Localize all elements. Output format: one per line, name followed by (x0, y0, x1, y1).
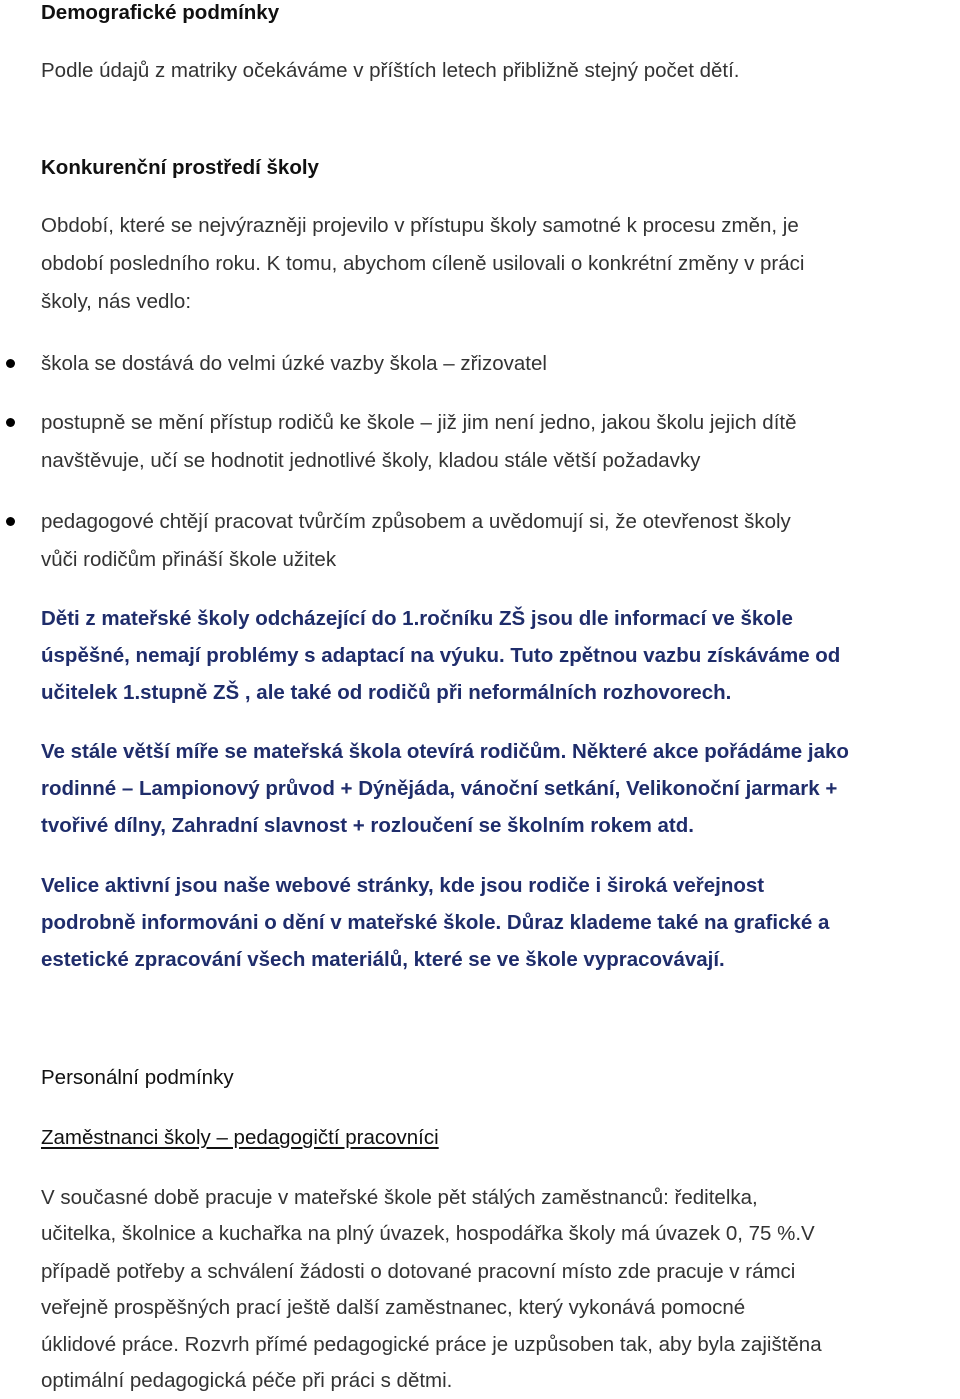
list-item-text: škola se dostává do velmi úzké vazby škola – zřizovatel (41, 352, 547, 375)
bold-paragraph-line: tvořivé dílny, Zahradní slavnost + rozloučení se školním rokem atd. (41, 814, 694, 837)
bullet-dot (6, 418, 15, 427)
bold-paragraph-line: úspěšné, nemají problémy s adaptací na výuku. Tuto zpětnou vazbu získáváme od (41, 644, 841, 667)
bullet-dot (6, 517, 15, 526)
list-item-text: navštěvuje, učí se hodnotit jednotlivé školy, kladou stále větší požadavky (41, 449, 701, 472)
list-item-text: pedagogové chtějí pracovat tvůrčím způsobem a uvědomují si, že otevřenost školy (41, 510, 791, 533)
personnel-text-line: optimální pedagogická péče při práci s dětmi. (41, 1369, 453, 1392)
bold-paragraph-line: Děti z mateřské školy odcházející do 1.ročníku ZŠ jsou dle informací ve škole (41, 607, 793, 630)
bold-paragraph-line: podrobně informováni o dění v mateřské škole. Důraz klademe také na grafické a (41, 911, 830, 934)
bold-paragraph-line: Velice aktivní jsou naše webové stránky, kde jsou rodiče i široká veřejnost (41, 874, 765, 897)
personnel-text-line: úklidové práce. Rozvrh přímé pedagogické práce je uzpůsoben tak, aby byla zajištěna (41, 1333, 822, 1356)
demographic-text: Podle údajů z matriky očekáváme v příštích letech přibližně stejný počet dětí. (41, 59, 740, 82)
personnel-text-line: V současné době pracuje v mateřské škole pět stálých zaměstnanců: ředitelka, (41, 1186, 758, 1209)
subheading-staff: Zaměstnanci školy – pedagogičtí pracovníci (41, 1126, 439, 1149)
bold-paragraph-line: estetické zpracování všech materiálů, které se ve škole vypracovávají. (41, 948, 725, 971)
competition-text-line: Období, které se nejvýrazněji projevilo v přístupu školy samotné k procesu změn, je (41, 214, 799, 237)
list-item-text: vůči rodičům přináší škole užitek (41, 548, 337, 571)
personnel-text-line: veřejně prospěšných prací ještě další zaměstnanec, který vykonává pomocné (41, 1296, 746, 1319)
personnel-text-line: učitelka, školnice a kuchařka na plný úvazek, hospodářka školy má úvazek 0, 75 %.V (41, 1222, 815, 1245)
competition-text-line: období posledního roku. K tomu, abychom cíleně usilovali o konkrétní změny v práci (41, 252, 805, 275)
section-heading-demographic: Demografické podmínky (41, 1, 280, 24)
personnel-text-line: případě potřeby a schválení žádosti o dotované pracovní místo zde pracuje v rámci (41, 1260, 796, 1283)
list-item-text: postupně se mění přístup rodičů ke škole – již jim není jedno, jakou školu jejich dítě (41, 411, 797, 434)
bold-paragraph-line: rodinné – Lampionový průvod + Dýnějáda, vánoční setkání, Velikonoční jarmark + (41, 777, 838, 800)
bold-paragraph-line: učitelek 1.stupně ZŠ , ale také od rodičů při neformálních rozhovorech. (41, 681, 732, 704)
bullet-dot (6, 359, 15, 368)
bold-paragraph-line: Ve stále větší míře se mateřská škola otevírá rodičům. Některé akce pořádáme jako (41, 740, 849, 763)
competition-text-line: školy, nás vedlo: (41, 290, 192, 313)
section-heading-competition: Konkurenční prostředí školy (41, 156, 319, 179)
section-heading-personnel: Personální podmínky (41, 1066, 234, 1089)
